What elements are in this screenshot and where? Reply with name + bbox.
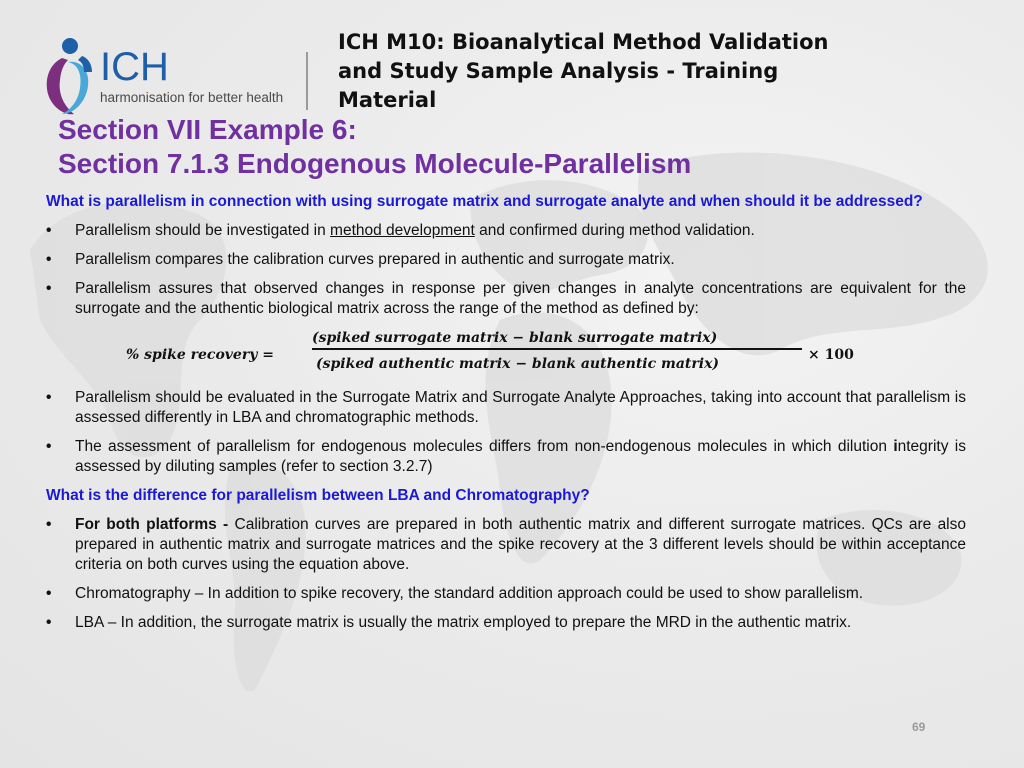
bullet-item	[46, 279, 966, 319]
bullet-text: The assessment of parallelism for endogenous molecules differs from non-endogenous molecules in which dilution	[75, 438, 894, 455]
bullet-text: Parallelism should be evaluated in the Surrogate Matrix and Surrogate Analyte Approaches, taking into account that parallelism is assessed differently in LBA and chromatographic methods.	[75, 389, 966, 426]
bullet-dot: •	[46, 516, 52, 533]
ich-logo-mark	[40, 36, 310, 120]
page-number: 69	[912, 720, 926, 734]
bullet-item	[46, 613, 966, 633]
ich-logo	[40, 36, 310, 120]
question-lba-vs-chromatography: What is the difference for parallelism between LBA and Chromatography?	[46, 487, 590, 504]
formula-rhs: × 100	[808, 347, 854, 363]
question-parallelism: What is parallelism in connection with using surrogate matrix and surrogate analyte and when should it be addressed?	[46, 193, 923, 210]
bullet-item	[46, 250, 966, 270]
bullet-dot: •	[46, 614, 52, 631]
bullet-dot: •	[46, 585, 52, 602]
logo-text: ICH	[100, 45, 169, 89]
section-title	[58, 113, 958, 181]
bullet-text: Parallelism compares the calibration curves prepared in authentic and surrogate matrix.	[75, 251, 675, 268]
underlined-term: method development	[330, 222, 475, 239]
bullet-text: ntegrity is assessed by diluting samples (refer to section 3.2.7)	[75, 438, 966, 475]
formula-denominator: (spiked authentic matrix − blank authentic matrix)	[316, 356, 720, 372]
bullet-text: Calibration curves are prepared in both authentic matrix and different surrogate matrices. QCs are also prepared in authentic matrix and surrogate matrices and the spike recovery at the 3 different levels should be within acceptance criteria on both curves using the equation above.	[75, 516, 966, 573]
bullet-dot: •	[46, 251, 52, 268]
bullet-dot: •	[46, 389, 52, 406]
bullet-item	[46, 437, 966, 477]
bullet-dot: •	[46, 222, 52, 239]
bullet-bold-lead: For both platforms -	[75, 516, 235, 533]
bold-letter: i	[893, 438, 898, 455]
bullet-item	[46, 584, 966, 604]
formula-fraction-bar	[312, 348, 802, 350]
formula-lhs: % spike recovery =	[126, 347, 274, 363]
header-divider	[306, 52, 308, 110]
bullet-item	[46, 515, 966, 575]
bullet-text: LBA – In addition, the surrogate matrix is usually the matrix employed to prepare the MRD in the authentic matrix.	[75, 614, 852, 631]
section-title-line2: Section 7.1.3 Endogenous Molecule-Parallelism	[58, 148, 692, 179]
formula-numerator: (spiked surrogate matrix − blank surrogate matrix)	[312, 330, 718, 346]
bullet-text: and confirmed during method validation.	[474, 222, 755, 239]
bullet-item	[46, 221, 966, 241]
bullet-dot: •	[46, 280, 52, 297]
section-title-line1: Section VII Example 6:	[58, 114, 357, 145]
spike-recovery-formula	[46, 328, 966, 384]
bullet-text: Chromatography – In addition to spike recovery, the standard addition approach could be used to show parallelism.	[75, 585, 864, 602]
bullet-dot: •	[46, 438, 52, 455]
logo-tagline: harmonisation for better health	[100, 90, 284, 105]
header-title: ICH M10: Bioanalytical Method Validation and Study Sample Analysis - Training Material	[338, 30, 829, 112]
bullet-text: Parallelism should be investigated in	[75, 222, 331, 239]
bullet-item	[46, 388, 966, 428]
slide-content	[46, 192, 966, 642]
bullet-text: Parallelism assures that observed changes in response per given changes in analyte concentrations are equivalent for the surrogate and the authentic biological matrix across the range of the method as defined by:	[75, 280, 966, 317]
